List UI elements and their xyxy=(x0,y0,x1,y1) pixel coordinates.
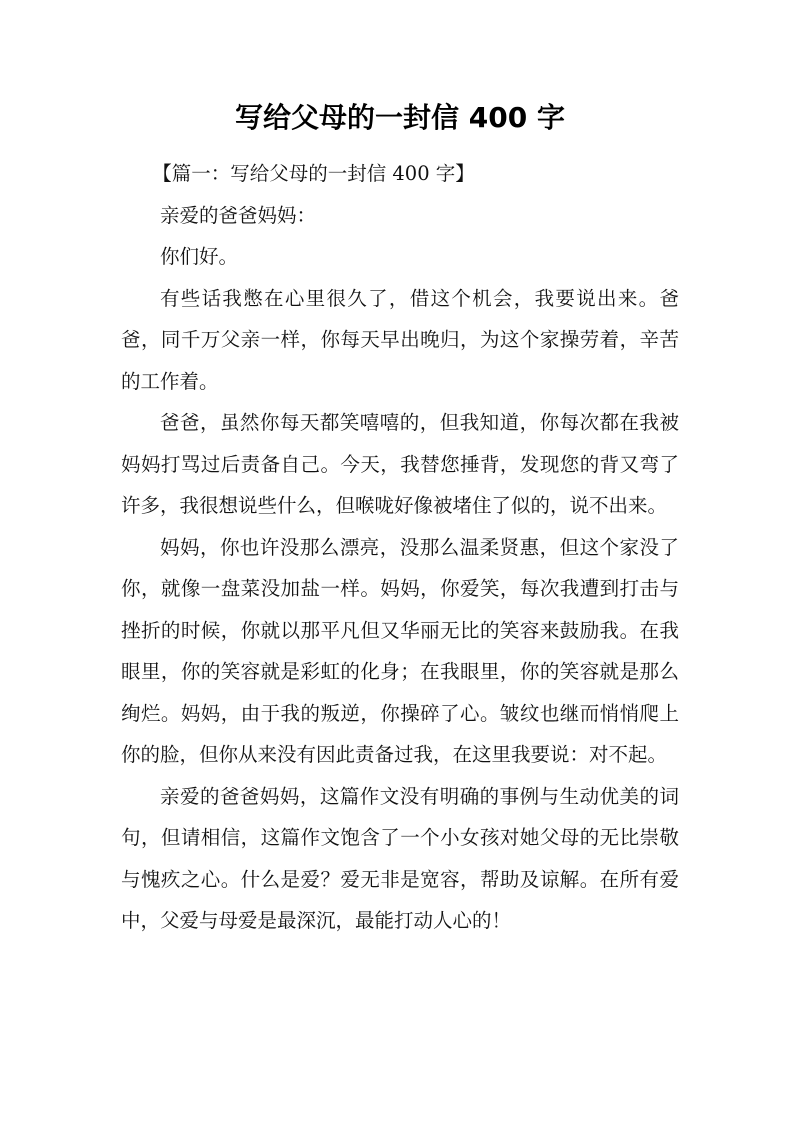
salutation: 亲爱的爸爸妈妈： xyxy=(160,203,317,227)
paragraph: 爸爸，虽然你每天都笑嘻嘻的，但我知道，你每次都在我被妈妈打骂过后责备自己。今天，我替您捶背，发现您的背又弯了许多，我很想说些什么，但喉咙好像被堵住了似的，说不出来。 xyxy=(121,411,679,517)
paragraph: 妈妈，你也许没那么漂亮，没那么温柔贤惠，但这个家没了你，就像一盘菜没加盐一样。妈妈，你爱笑，每次我遭到打击与挫折的时候，你就以那平凡但又华丽无比的笑容来鼓励我。在我眼里，你的笑容就是彩虹的化身；在我眼里，你的笑容就是那么绚烂。妈妈，由于我的叛逆，你操碎了心。皱纹也继而悄悄爬上你的脸，但你从来没有因此责备过我，在这里我要说：对不起。 xyxy=(121,535,679,766)
document-title: 写给父母的一封信 400 字 xyxy=(235,101,565,134)
section-heading: 【篇一：写给父母的一封信 400 字】 xyxy=(152,162,475,185)
paragraph: 有些话我憋在心里很久了，借这个机会，我要说出来。爸爸，同千万父亲一样，你每天早出晚归，为这个家操劳着，辛苦的工作着。 xyxy=(121,286,679,393)
greeting: 你们好。 xyxy=(160,245,239,268)
paragraph: 亲爱的爸爸妈妈，这篇作文没有明确的事例与生动优美的词句，但请相信，这篇作文饱含了一个小女孩对她父母的无比崇敬与愧疚之心。什么是爱？爱无非是宽容，帮助及谅解。在所有爱中，父爱与母爱是最深沉，最能打动人心的！ xyxy=(121,784,679,932)
document-body xyxy=(121,153,679,942)
